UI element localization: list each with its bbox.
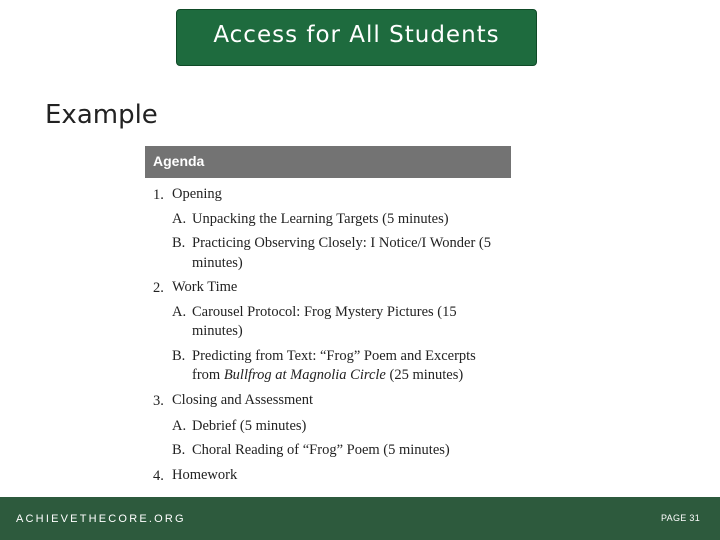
title-banner	[176, 9, 537, 66]
slide-title: Access for All Students	[213, 22, 500, 48]
agenda-item-label: Opening	[172, 186, 222, 202]
agenda-subitem-letter: B.	[172, 442, 186, 458]
slide-heading: Example	[45, 100, 158, 130]
agenda-item-label: Work Time	[172, 279, 238, 295]
agenda-subitem-text: Unpacking the Learning Targets (5 minutes)	[192, 211, 449, 227]
agenda-subitem-text: Predicting from Text: “Frog” Poem and Excerpts	[192, 348, 476, 364]
agenda-item-number: 2.	[153, 280, 164, 296]
agenda-subitem-letter: B.	[172, 348, 186, 364]
footer-logo: ACHIEVETHECORE.ORG	[16, 513, 186, 525]
agenda-subitem-text: Carousel Protocol: Frog Mystery Pictures (15	[192, 304, 457, 320]
agenda-subitem-letter: A.	[172, 211, 187, 227]
agenda-subitem-text: Practicing Observing Closely: I Notice/I Wonder (5	[192, 235, 491, 251]
agenda-subitem-letter: A.	[172, 304, 187, 320]
footer-bar	[0, 497, 720, 540]
agenda-subitem-letter: A.	[172, 418, 187, 434]
agenda-header	[145, 146, 511, 178]
agenda-item-label: Homework	[172, 467, 238, 483]
agenda-item-number: 1.	[153, 187, 164, 203]
agenda-item-number: 3.	[153, 393, 164, 409]
agenda-header-label: Agenda	[153, 153, 205, 169]
page-number: PAGE 31	[661, 513, 700, 523]
agenda-subitem-letter: B.	[172, 235, 186, 251]
agenda-item-label: Closing and Assessment	[172, 392, 313, 408]
agenda-subitem-text-continued: from Bullfrog at Magnolia Circle (25 minutes)	[192, 367, 464, 383]
agenda-subitem-text-continued: minutes)	[192, 323, 243, 339]
agenda-subitem-text: Choral Reading of “Frog” Poem (5 minutes)	[192, 442, 450, 458]
agenda-item-number: 4.	[153, 468, 164, 484]
agenda-subitem-text: Debrief (5 minutes)	[192, 418, 307, 434]
agenda-subitem-text-continued: minutes)	[192, 255, 243, 271]
